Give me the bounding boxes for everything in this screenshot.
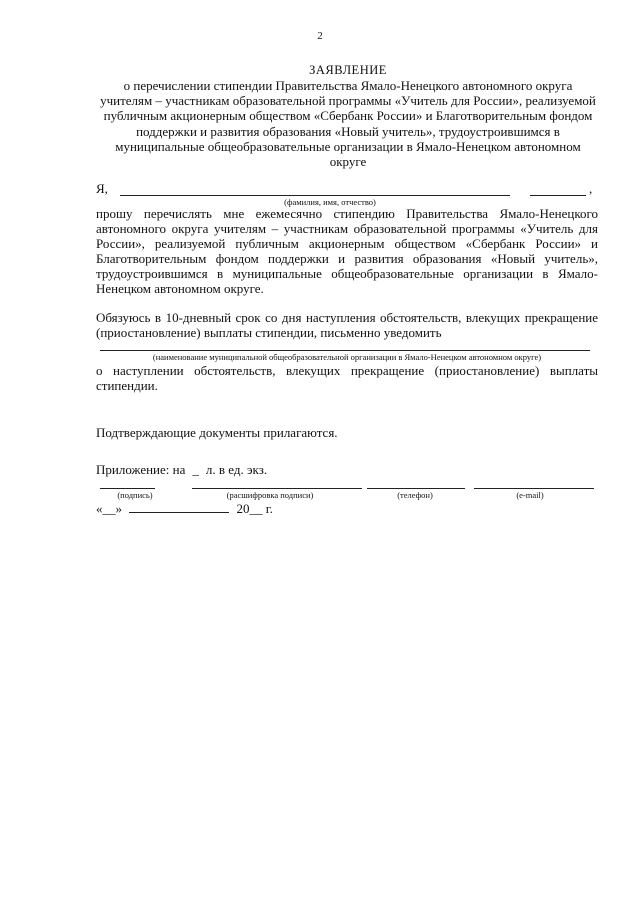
attachment-label: Приложение: на	[96, 462, 186, 477]
applicant-name-caption: (фамилия, имя, отчество)	[284, 197, 376, 207]
obligation-paragraph: Обязуюсь в 10-дневный срок со дня наступления обстоятельств, влекущих прекращение (приостановление) выплаты стипендии, письменно уведомить	[96, 310, 598, 340]
organization-caption: (наименование муниципальной общеобразовательной организации в Ямало-Ненецком автономном округе)	[152, 352, 542, 362]
date-year-blank[interactable]: __	[249, 501, 263, 516]
signature-decoding-caption: (расшифровка подписи)	[226, 490, 314, 500]
date-close-quote: »	[115, 501, 122, 516]
applicant-name-line-end[interactable]	[530, 195, 586, 196]
document-subtitle: о перечислении стипендии Правительства Ямало-Ненецкого автономного округа учителям – участникам образовательной программы «Учитель для России», реализуемой публичным акционерным обществом «Сбербанк России» и Благотворительным фондом поддержки и развития образования «Новый учитель», трудоустроившимся в муниципальные общеобразовательные организации в Ямало-Ненецком автономном округе	[100, 78, 596, 170]
request-paragraph: прошу перечислять мне ежемесячно стипендию Правительства Ямало-Ненецкого автономного округа учителям – участникам образовательной программы «Учитель для России», реализуемой публичным акционерным обществом «Сбербанк России» и Благотворительным фондом поддержки и развития образования «Новый учитель», трудоустроившимся в муниципальные общеобразовательные организации в Ямало-Ненецком автономном округе.	[96, 206, 598, 296]
date-month-line[interactable]	[129, 502, 229, 513]
document-title: ЗАЯВЛЕНИЕ	[309, 63, 387, 77]
signature-line[interactable]	[100, 488, 155, 489]
page-number: 2	[317, 30, 323, 42]
date-line	[96, 501, 273, 517]
phone-caption: (телефон)	[397, 490, 433, 500]
circumstances-paragraph: о наступлении обстоятельств, влекущих прекращение (приостановление) выплаты стипендии.	[96, 363, 598, 393]
organization-name-line[interactable]	[100, 350, 590, 351]
date-year-suffix: г.	[265, 501, 273, 516]
attachment-pages-blank[interactable]: _	[192, 462, 199, 477]
applicant-name-line[interactable]	[120, 195, 510, 196]
date-open-quote: «	[96, 501, 103, 516]
applicant-prefix: Я,	[96, 181, 108, 196]
email-caption: (e-mail)	[516, 490, 544, 500]
attachment-suffix: л. в ед. экз.	[205, 462, 268, 477]
signature-decoding-line[interactable]	[192, 488, 362, 489]
documents-note: Подтверждающие документы прилагаются.	[96, 425, 338, 440]
date-day-blank[interactable]: __	[102, 501, 116, 516]
date-year-prefix: 20	[236, 501, 250, 516]
applicant-comma: ,	[589, 181, 593, 196]
signature-caption: (подпись)	[117, 490, 153, 500]
attachment-line	[96, 462, 267, 478]
email-line[interactable]	[474, 488, 594, 489]
phone-line[interactable]	[367, 488, 465, 489]
